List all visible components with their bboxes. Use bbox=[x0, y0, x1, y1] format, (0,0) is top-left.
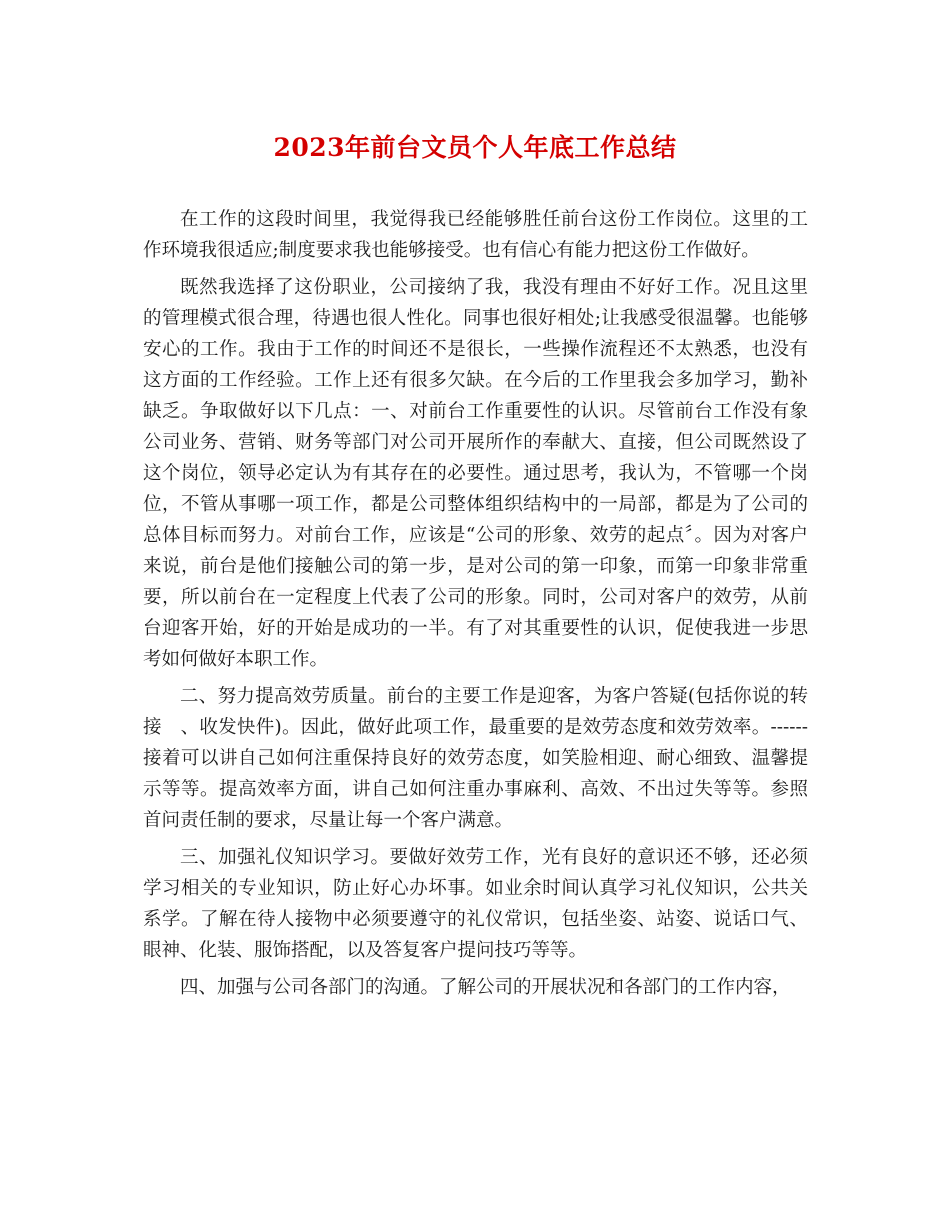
paragraph-intro: 在工作的这段时间里，我觉得我已经能够胜任前台这份工作岗位。这里的工作环境我很适应;制度要求我也能够接受。也有信心有能力把这份工作做好。 bbox=[143, 209, 808, 261]
document-body bbox=[143, 204, 808, 1003]
paragraph-service-quality: 二、努力提高效劳质量。前台的主要工作是迎客，为客户答疑(包括你说的转接 、收发快件)。因此，做好此项工作，最重要的是效劳态度和效劳效率。------接着可以讲自己如何注重保持良好的效劳态度，如笑脸相迎、耐心细致、温馨提示等等。提高效率方面，讲自己如何注重办事麻利、高效、不出过失等等。参照首问责任制的要求，尽量让每一个客户满意。 bbox=[143, 686, 808, 831]
paragraph-communication: 四、加强与公司各部门的沟通。了解公司的开展状况和各部门的工作内容， bbox=[180, 977, 791, 998]
document-title: 2023年前台文员个人年底工作总结 bbox=[273, 133, 677, 162]
paragraph-attitude: 既然我选择了这份职业，公司接纳了我，我没有理由不好好工作。况且这里的管理模式很合理，待遇也很人性化。同事也很好相处;让我感受很温馨。也能够安心的工作。我由于工作的时间还不是很长，一些操作流程还不太熟悉，也没有这方面的工作经验。工作上还有很多欠缺。在今后的工作里我会多加学习，勤补缺乏。争取做好以下几点：一、对前台工作重要性的认识。尽管前台工作没有象公司业务、营销、财务等部门对公司开展所作的奉献大、直接，但公司既然设了这个岗位，领导必定认为有其存在的必要性。通过思考，我认为，不管哪一个岗位，不管从事哪一项工作，都是公司整体组织结构中的一局部，都是为了公司的总体目标而努力。对前台工作，应该是“公司的形象、效劳的起点〞。因为对客户来说，前台是他们接触公司的第一步，是对公司的第一印象，而第一印象非常重要，所以前台在一定程度上代表了公司的形象。同时，公司对客户的效劳，从前台迎客开始，好的开始是成功的一半。有了对其重要性的认识，促使我进一步思考如何做好本职工作。 bbox=[143, 277, 808, 670]
paragraph-etiquette: 三、加强礼仪知识学习。要做好效劳工作，光有良好的意识还不够，还必须学习相关的专业知识，防止好心办坏事。如业余时间认真学习礼仪知识，公共关系学。了解在待人接物中必须要遵守的礼仪常识，包括坐姿、站姿、说话口气、眼神、化装、服饰搭配，以及答复客户提问技巧等等。 bbox=[143, 847, 808, 961]
